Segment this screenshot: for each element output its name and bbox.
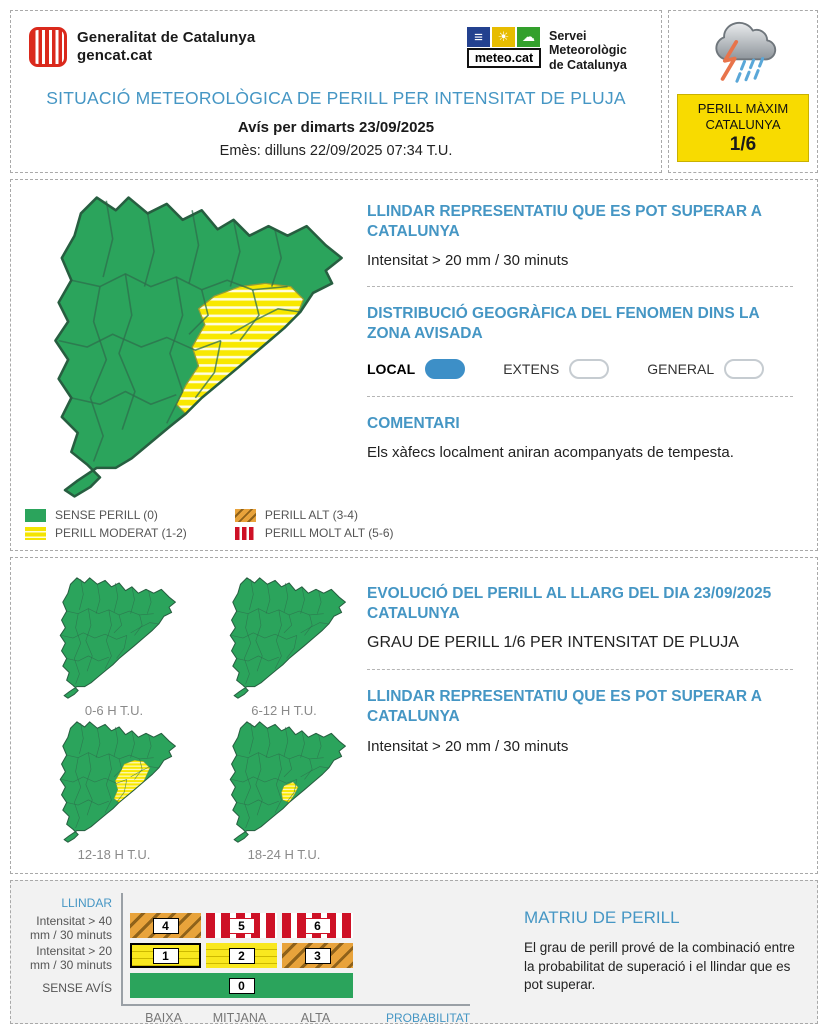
- toggle-general-label: GENERAL: [647, 360, 715, 377]
- meteocat-cloud-icon: ☁: [517, 27, 540, 47]
- evolution-panel: [10, 557, 818, 874]
- max-danger-box: [668, 10, 818, 173]
- max-danger-badge: [677, 94, 809, 163]
- legend-label: PERILL ALT (3-4): [264, 508, 358, 522]
- matrix-y-axis-label: LLINDAR: [61, 895, 112, 910]
- threshold-value: Intensitat > 20 mm / 30 minuts: [367, 252, 569, 270]
- map-caption: 12-18 H T.U.: [77, 847, 151, 862]
- matrix-cell-6: [282, 913, 353, 938]
- cell-value: 1: [153, 948, 179, 964]
- meteocat-logo-block: [467, 27, 641, 72]
- toggle-extens[interactable]: [503, 359, 609, 379]
- orange-swatch-icon: [235, 509, 256, 522]
- warning-date: Avís per dimarts 23/09/2025: [237, 119, 435, 137]
- map-0-6h-image: [39, 574, 189, 702]
- cell-value: 6: [305, 918, 331, 934]
- evolution-maps-grid: [23, 566, 355, 862]
- max-danger-line2: CATALUNYA: [705, 116, 781, 132]
- legend-item-no-danger: [25, 508, 187, 522]
- evolution-value: GRAU DE PERILL 1/6 PER INTENSITAT DE PLUJA: [367, 634, 739, 652]
- legend-label: SENSE PERILL (0): [55, 508, 158, 522]
- matrix-plot-area: [121, 893, 470, 1006]
- map-6-12h-image: [209, 574, 359, 702]
- map-caption: 0-6 H T.U.: [84, 703, 144, 718]
- gencat-line1: Generalitat de Catalunya: [77, 29, 256, 46]
- threshold-title: LLINDAR REPRESENTATIU QUE ES POT SUPERAR A CATALUNYA: [367, 203, 762, 241]
- map-18-24h-image: [209, 718, 359, 846]
- map-12-18h-image: [39, 718, 189, 846]
- legend-label: PERILL MODERAT (1-2): [55, 526, 187, 540]
- comment-text: Els xàfecs localment aniran acompanyats de tempesta.: [367, 443, 734, 461]
- toggle-local[interactable]: [367, 359, 465, 379]
- toggle-extens-label: EXTENS: [503, 360, 560, 377]
- max-danger-value: 1/6: [729, 134, 757, 155]
- matrix-cell-3: [282, 943, 353, 968]
- cell-value: 0: [229, 978, 255, 994]
- map-0-6h: [33, 574, 195, 718]
- danger-matrix-panel: [10, 880, 818, 1024]
- header-main-box: [10, 10, 662, 173]
- cell-value: 5: [229, 918, 255, 934]
- divider: [367, 396, 793, 397]
- cell-value: 4: [153, 918, 179, 934]
- divider: [367, 669, 793, 670]
- matrix-col-alta: ALTA: [300, 1011, 331, 1025]
- matrix-col-baixa: BAIXA: [145, 1011, 182, 1025]
- toggle-general[interactable]: [647, 359, 764, 379]
- threshold-title-2: LLINDAR REPRESENTATIU QUE ES POT SUPERAR A CATALUNYA: [367, 688, 762, 726]
- current-warning-panel: [10, 179, 818, 551]
- gencat-line2: gencat.cat: [77, 47, 153, 64]
- gencat-logo-block: [29, 27, 255, 67]
- header: [10, 10, 818, 173]
- legend-label: PERILL MOLT ALT (5-6): [264, 526, 394, 540]
- matrix-row-label-40mm: Intensitat > 40 mm / 30 minuts: [29, 913, 112, 942]
- matrix-description: El grau de perill prové de la combinació entre la probabilitat de superació i el llindar que es pot superar.: [524, 940, 795, 993]
- smc-name: Servei Meteorològic de Catalunya: [549, 29, 627, 72]
- matrix-row-label-no-warning: SENSE AVÍS: [42, 980, 112, 995]
- danger-matrix: [25, 893, 480, 1025]
- catalunya-danger-map: [23, 188, 355, 506]
- matrix-cell-1-selected: [130, 943, 201, 968]
- toggle-extens-pill[interactable]: [569, 359, 609, 379]
- matrix-cell-5: [206, 913, 277, 938]
- page-title: SITUACIÓ METEOROLÒGICA DE PERILL PER INTENSITAT DE PLUJA: [46, 88, 626, 109]
- matrix-cell-4: [130, 913, 201, 938]
- gencat-logo-text: [77, 29, 255, 65]
- legend-item-moderate: [25, 526, 187, 540]
- map-12-18h: [33, 718, 195, 862]
- matrix-cell-2: [206, 943, 277, 968]
- green-swatch-icon: [25, 509, 46, 522]
- distribution-toggles: [367, 359, 793, 379]
- meteocat-logo-icon: [467, 27, 541, 68]
- cell-value: 2: [229, 948, 255, 964]
- matrix-x-axis-label: PROBABILITAT: [386, 1011, 471, 1025]
- issued-timestamp: Emès: dilluns 22/09/2025 07:34 T.U.: [219, 143, 453, 160]
- map-caption: 6-12 H T.U.: [251, 703, 317, 718]
- matrix-cell-0: [130, 973, 353, 998]
- matrix-col-mitjana: MITJANA: [212, 1011, 267, 1025]
- matrix-title: MATRIU DE PERILL: [524, 908, 680, 927]
- red-swatch-icon: [235, 527, 256, 540]
- legend-item-high: [235, 508, 394, 522]
- toggle-local-label: LOCAL: [367, 360, 416, 377]
- threshold-value-2: Intensitat > 20 mm / 30 minuts: [367, 737, 569, 755]
- map-caption: 18-24 H T.U.: [247, 847, 321, 862]
- meteocat-wordmark: meteo.cat: [467, 48, 541, 68]
- toggle-general-pill[interactable]: [724, 359, 764, 379]
- map-18-24h: [203, 718, 365, 862]
- evolution-title: EVOLUCIÓ DEL PERILL AL LLARG DEL DIA 23/09/2025 CATALUNYA: [367, 585, 772, 623]
- cell-value: 3: [305, 948, 331, 964]
- yellow-swatch-icon: [25, 527, 46, 540]
- map-6-12h: [203, 574, 365, 718]
- matrix-row-label-20mm: Intensitat > 20 mm / 30 minuts: [29, 943, 112, 972]
- danger-legend: [25, 508, 394, 540]
- toggle-local-pill[interactable]: [425, 359, 465, 379]
- meteocat-sun-icon: ☀: [492, 27, 515, 47]
- legend-item-very-high: [235, 526, 394, 540]
- generalitat-logo-icon: [29, 27, 67, 67]
- storm-cloud-rain-lightning-icon: [693, 17, 793, 90]
- meteocat-lines-icon: ≡: [467, 27, 490, 47]
- divider: [367, 286, 793, 287]
- distribution-title: DISTRIBUCIÓ GEOGRÀFICA DEL FENOMEN DINS LA ZONA AVISADA: [367, 305, 760, 343]
- comment-title: COMENTARI: [367, 414, 460, 432]
- max-danger-line1: PERILL MÀXIM: [697, 100, 789, 116]
